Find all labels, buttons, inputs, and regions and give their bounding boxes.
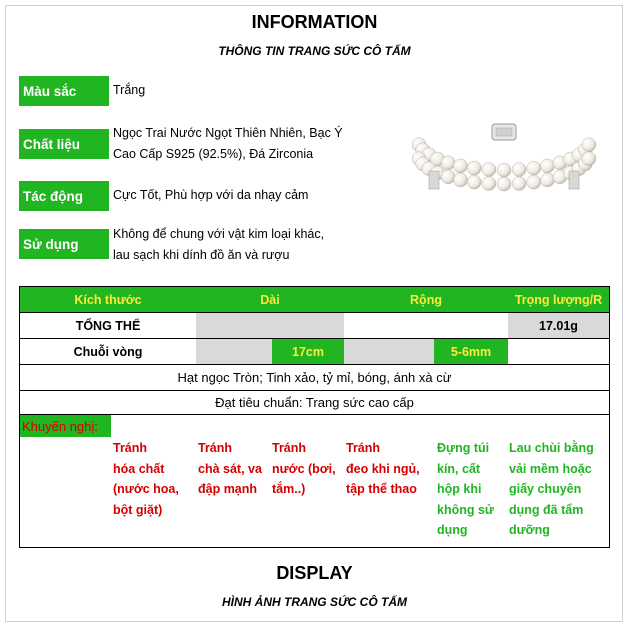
pearl-bead [582,138,596,152]
attr-value-line: lau sạch khi dính đồ ăn và rượu [113,248,290,262]
attr-label-effect: Tác động [19,181,109,211]
recommend-item: Tránh chà sát, va đập mạnh [198,441,262,496]
recommend-item: Tránh đeo khi ngủ, tập thể thao [346,441,420,496]
recommend-item: Đựng túi kín, cất hộp khi không sử dụng [437,441,494,537]
col-header-size: Kích thước [74,293,142,307]
display-subtitle: HÌNH ẢNH TRANG SỨC CÔ TẤM [221,595,408,609]
pearl-bead [467,161,481,175]
table-header-row [20,287,609,313]
pearl-bead [541,159,555,173]
row-name: Chuỗi vòng [73,344,143,359]
display-title: DISPLAY [276,563,353,583]
attr-label-color: Màu sắc [19,76,109,106]
pearl-bead [454,159,468,173]
zirconia-spacer [569,171,579,189]
recommend-item: Lau chùi bằng vải mềm hoặc giấy chuyên dụng đã tẩm dưỡng [509,441,594,537]
zirconia-spacer [429,171,439,189]
pearl-bead [527,161,541,175]
recommend-label: Khuyến nghị: [20,415,111,437]
note-standard: Đạt tiêu chuẩn: Trang sức cao cấp [215,395,414,410]
row-name: TỔNG THỂ [75,318,141,333]
row-width-spacer [344,339,434,364]
attr-value-line: Không để chung với vật kim loại khác, [113,227,325,241]
row-weight [508,339,609,364]
row-weight: 17.01g [508,313,609,338]
col-header-length: Dài [260,293,280,307]
pearl-bead [441,170,455,184]
attr-label-usage: Sử dụng [19,229,109,259]
pearl-bead [482,163,496,177]
note-shape: Hạt ngọc Tròn; Tinh xảo, tỷ mỉ, bóng, ánh xà cừ [177,370,452,385]
page-title: INFORMATION [251,12,378,32]
pearl-bead [497,163,511,177]
size-table [19,286,610,548]
attr-label-material: Chất liệu [19,129,109,159]
table-row [20,391,609,415]
recommend-item: Tránh hóa chất (nước hoa, bột giặt) [113,441,179,517]
table-row [20,365,609,391]
row-length: 17cm [272,339,344,364]
pearl-bead [512,163,526,177]
pearl-bead [467,175,481,189]
table-row [20,313,609,339]
attr-value-line: Cực Tốt, Phù hợp với da nhạy cảm [113,188,309,202]
pearl-bead [441,156,455,170]
attr-value-material [113,123,343,165]
row-length [196,313,344,338]
page-subtitle: THÔNG TIN TRANG SỨC CÔ TẤM [218,44,411,58]
attr-value-line: Trắng [113,83,146,97]
pearl-bracelet-image [400,110,600,230]
recommend-item: Tránh nước (bơi, tắm..) [272,441,336,496]
pearl-bead [541,173,555,187]
row-width: 5-6mm [434,339,508,364]
table-row [20,339,609,365]
col-header-weight: Trọng lượng/R [514,293,603,307]
row-width [344,313,508,338]
pearl-bead [497,177,511,191]
pearl-bead [527,175,541,189]
pearl-bead [582,152,596,166]
attr-value-line: Ngọc Trai Nước Ngọt Thiên Nhiên, Bạc Ý [113,126,343,140]
attr-value-color [113,80,145,101]
col-header-width: Rộng [410,293,442,307]
attr-value-line: Cao Cấp S925 (92.5%), Đá Zirconia [113,147,314,161]
pearl-bead [454,173,468,187]
row-length-spacer [196,339,272,364]
attr-value-effect [113,185,308,206]
pearl-bead [482,177,496,191]
pearl-bead [512,177,526,191]
attr-value-usage [113,224,324,266]
